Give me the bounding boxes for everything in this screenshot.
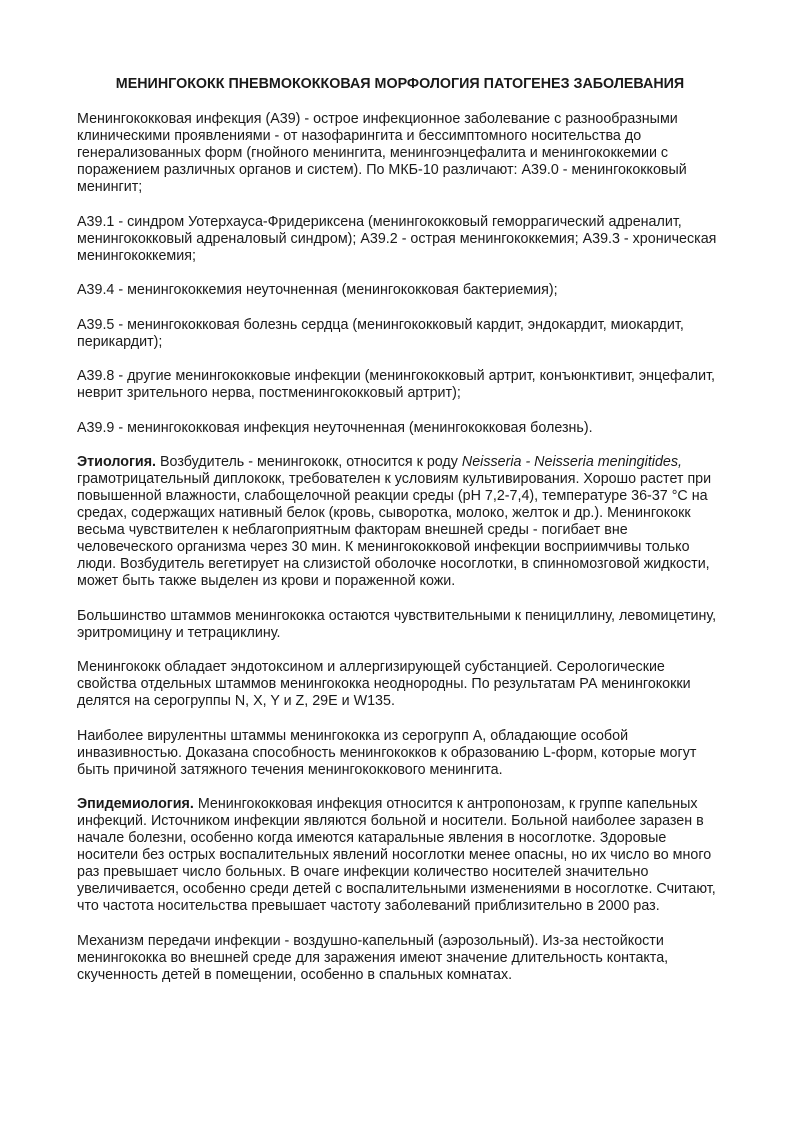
document-body bbox=[77, 111, 727, 1001]
epidemiology-heading: Эпидемиология. bbox=[77, 796, 194, 812]
paragraph-a39-8: А39.8 - другие менингококковые инфекции (менингококковый артрит, конъюнктивит, энцефалит, неврит зрительного нерва, постменингококковый артрит); bbox=[77, 368, 716, 401]
document-title: МЕНИНГОКОКК ПНЕВМОКОККОВАЯ МОРФОЛОГИЯ ПАТОГЕНЕЗ ЗАБОЛЕВАНИЯ bbox=[115, 76, 685, 92]
paragraph-intro: Менингококковая инфекция (А39) - острое инфекционное заболевание с разнообразными клиническими проявлениями - от назофарингита и бессимптомного носительства до генерализованных форм (гнойного менингита, менингоэнцефалита и менингококкемии с поражением различных органов и систем). По МКБ-10 различают: А39.0 - менингококковый менингит; bbox=[77, 111, 687, 195]
etiology-genus-italic: Neisseria - Neisseria meningitides, bbox=[461, 454, 682, 470]
etiology-text-rest: грамотрицательный диплококк, требователен к условиям культивирования. Хорошо растет при повышенной влажности, слабощелочной реакции среды (рН 7,2-7,4), температуре 36-37 °С на средах, содержащих нативный белок (кровь, сыворотка, молоко, желток и др.). Менингококк весьма чувствителен к неблагоприятным факторам внешней среды - погибает вне человеческого организма через 30 мин. К менингококковой инфекции восприимчивы только люди. Возбудитель вегетирует на слизистой оболочке носоглотки, в спинномозговой жидкости, может быть также выделен из крови и пораженной кожи. bbox=[77, 471, 712, 589]
etiology-text-start: Возбудитель - менингококк, относится к роду bbox=[156, 454, 462, 470]
paragraph-a39-4: А39.4 - менингококкемия неуточненная (менингококковая бактериемия); bbox=[77, 282, 558, 298]
paragraph-a39-9: А39.9 - менингококковая инфекция неуточненная (менингококковая болезнь). bbox=[77, 419, 593, 436]
paragraph-etiology bbox=[77, 454, 727, 590]
paragraph-a39-5: А39.5 - менингококковая болезнь сердца (менингококковый кардит, эндокардит, миокардит, перикардит); bbox=[77, 316, 684, 350]
epidemiology-text: Менингококковая инфекция относится к антропонозам, к группе капельных инфекций. Источником инфекции являются больной и носители. Больной наиболее заразен в начале болезни, особенно когда имеются катаральные явления в носоглотке. Здоровые носители без острых воспалительных явлений носоглотки менее опасны, но их число во много раз превышает число больных. В очаге инфекции количество носителей значительно увеличивается, особенно среди детей с воспалительными изменениями в носоглотке. Считают, что частота носительства превышает частоту заболеваний приблизительно в 2000 раз. bbox=[77, 796, 716, 914]
paragraph-serogroups: Менингококк обладает эндотоксином и аллергизирующей субстанцией. Серологические свойства отдельных штаммов менингококка неоднородны. По результатам РА менингококки делятся на серогруппы N, X, Y и Z, 29E и W135. bbox=[77, 659, 691, 709]
paragraph-virulence: Наиболее вирулентны штаммы менингококка из серогрупп А, обладающие особой инвазивностью. Доказана способность менингококков к образованию L-форм, которые могут быть причиной затяжного течения менингококкового менингита. bbox=[77, 727, 697, 778]
etiology-heading: Этиология. bbox=[77, 454, 157, 470]
paragraph-epidemiology bbox=[77, 796, 727, 915]
paragraph-sensitivity: Большинство штаммов менингококка остаются чувствительными к пенициллину, левомицетину, эритромицину и тетрациклину. bbox=[77, 607, 717, 641]
paragraph-transmission: Механизм передачи инфекции - воздушно-капельный (аэрозольный). Из-за нестойкости менингококка во внешней среде для заражения имеют значение длительность контакта, скученность детей в помещении, особенно в спальных комнатах. bbox=[77, 932, 669, 983]
paragraph-a39-1: А39.1 - синдром Уотерхауса-Фридериксена (менингококковый геморрагический адреналит, менингококковый адреналовый синдром); А39.2 - острая менингококкемия; А39.3 - хроническая менингококкемия; bbox=[77, 213, 717, 264]
